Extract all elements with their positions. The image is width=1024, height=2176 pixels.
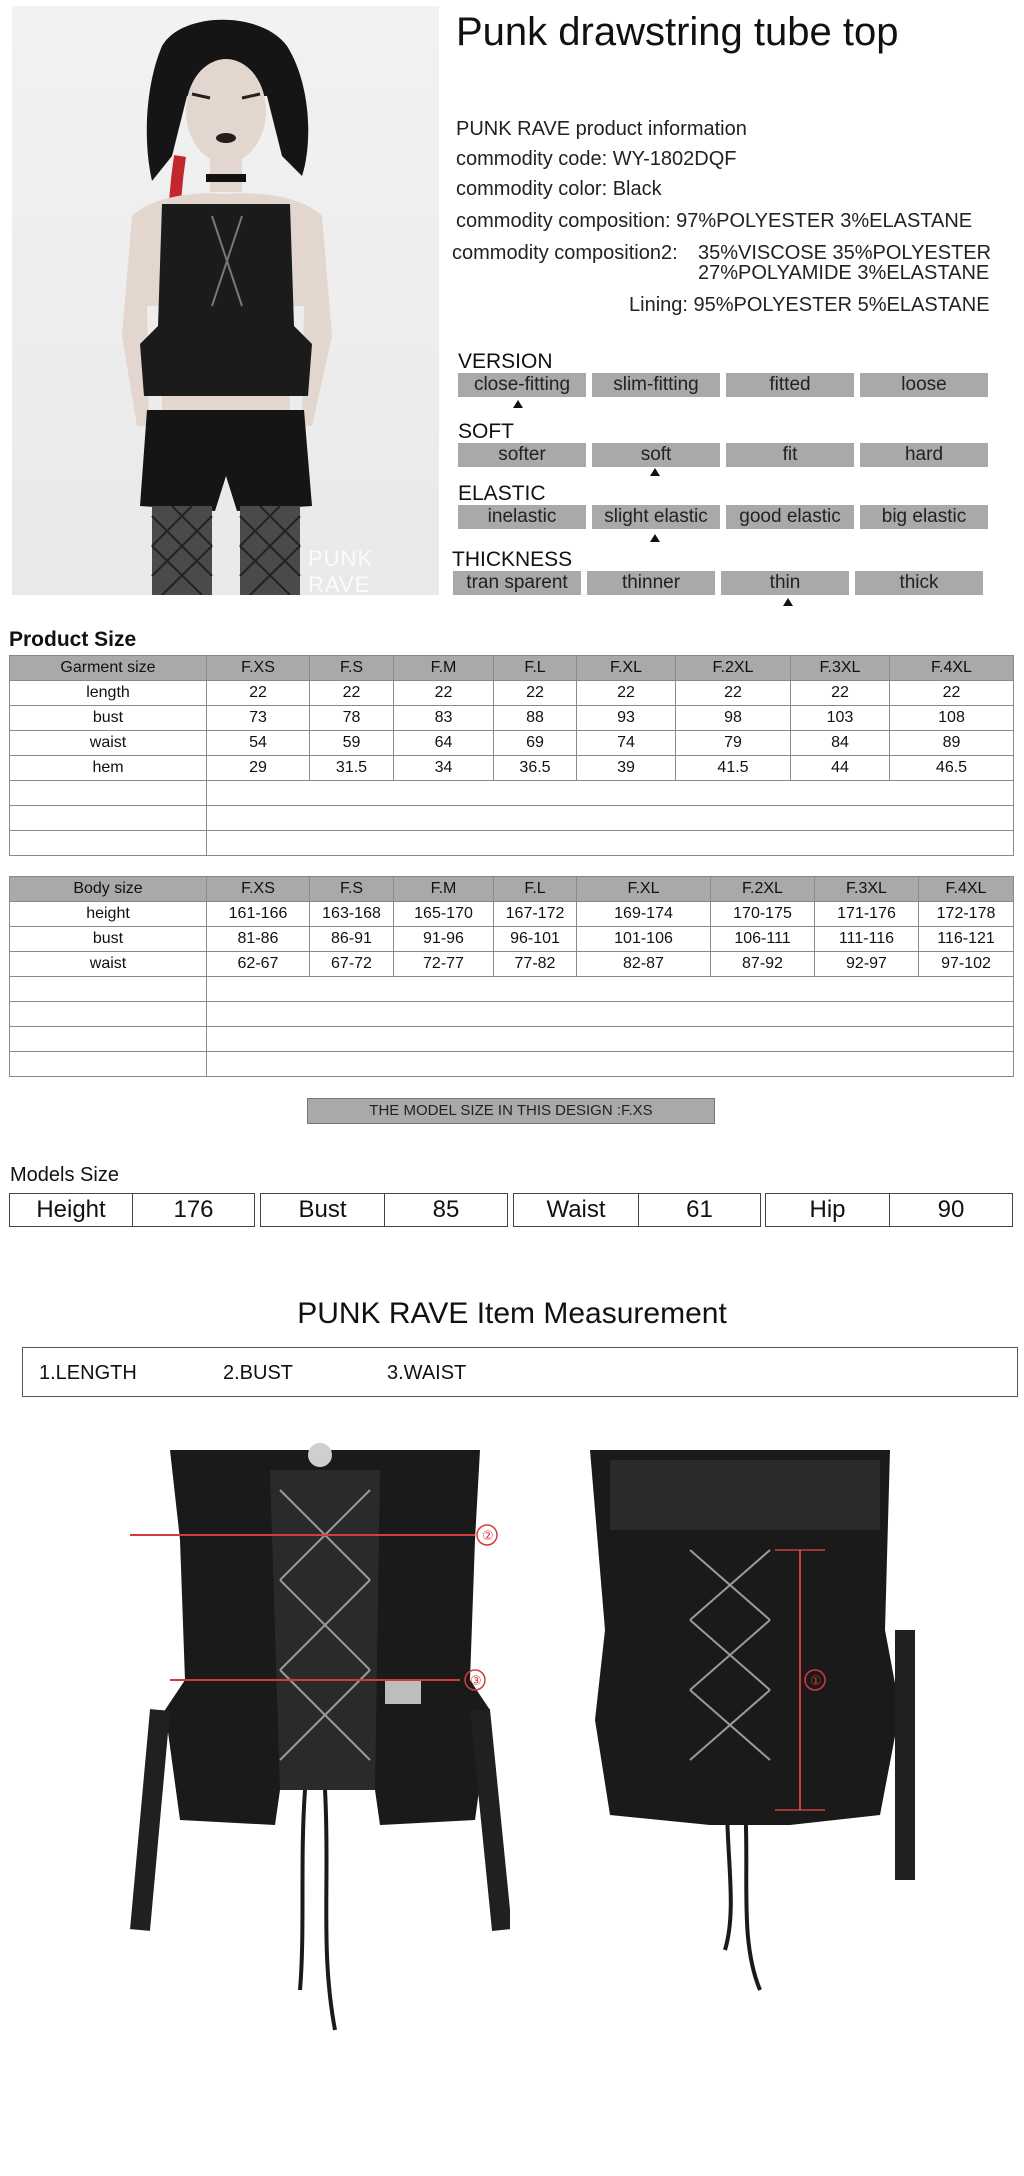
model-measure-label: Waist [546,1196,606,1223]
table-header-row [10,656,1014,681]
table-row [10,681,1014,706]
version-marker-icon [513,400,523,408]
measurement-title: PUNK RAVE Item Measurement [297,1297,727,1330]
thickness-option: thin [721,571,849,595]
table-cell [10,1002,207,1027]
table-cell: bust [10,706,207,731]
table-cell [10,1052,207,1077]
table-cell: 87-92 [711,952,815,977]
table-cell: 89 [890,731,1014,756]
info-color-row [456,178,662,201]
table-cell: hem [10,756,207,781]
table-cell: 79 [676,731,791,756]
table-header-cell: F.S [310,877,394,902]
table-cell: length [10,681,207,706]
info-comp2-label: commodity composition2: [452,242,678,264]
lining-label: Lining: [629,294,688,316]
garment-back-image [570,1430,950,2070]
soft-title: SOFT [458,420,514,443]
table-cell: 22 [310,681,394,706]
soft-marker-icon [650,468,660,476]
waist-callout-label: ③ [470,1674,482,1689]
info-comp-row [456,210,972,233]
model-measure-label: Bust [298,1196,347,1223]
table-cell: 84 [791,731,890,756]
model-measure-label: Hip [809,1196,846,1223]
garment-front-illustration [130,1430,510,2070]
table-cell [10,831,207,856]
model-waist-box [513,1193,761,1227]
table-cell: 101-106 [577,927,711,952]
table-header-cell: F.L [494,877,577,902]
measurement-legend [22,1347,1018,1397]
thickness-option: tran sparent [453,571,581,595]
table-cell: 77-82 [494,952,577,977]
thickness-scale [453,571,983,595]
table-cell: 67-72 [310,952,394,977]
watermark-text: PUNK RAVE [308,546,374,595]
table-header-cell: F.2XL [676,656,791,681]
table-cell: 41.5 [676,756,791,781]
table-cell [10,977,207,1002]
table-cell: waist [10,731,207,756]
table-cell: 22 [577,681,676,706]
table-cell: 91-96 [394,927,494,952]
table-cell: 46.5 [890,756,1014,781]
length-callout-label: ① [810,1674,822,1689]
thickness-title: THICKNESS [452,548,573,571]
info-code-row [456,148,736,171]
table-cell: 106-111 [711,927,815,952]
version-option: loose [860,373,988,397]
table-cell: 22 [791,681,890,706]
model-measure-value: 85 [384,1194,507,1226]
table-header-cell: F.4XL [890,656,1014,681]
table-row [10,927,1014,952]
elastic-option: slight elastic [592,505,720,529]
table-cell: 31.5 [310,756,394,781]
color-label: commodity color: [456,178,608,200]
table-cell: 22 [207,681,310,706]
soft-option: soft [592,443,720,467]
measurement-item-bust: 2.BUST [223,1362,294,1384]
table-cell: height [10,902,207,927]
product-title: Punk drawstring tube top [456,10,899,54]
version-scale [458,373,988,397]
table-empty-row [10,1027,1014,1052]
version-option: slim-fitting [592,373,720,397]
table-cell: 22 [394,681,494,706]
model-measure-value: 176 [132,1194,254,1226]
table-header-cell: F.S [310,656,394,681]
table-cell: 29 [207,756,310,781]
table-cell: 54 [207,731,310,756]
model-hip-box [765,1193,1013,1227]
table-header-cell: F.M [394,877,494,902]
elastic-title: ELASTIC [458,482,546,505]
soft-option: fit [726,443,854,467]
table-empty-row [10,1052,1014,1077]
table-header-cell: Garment size [10,656,207,681]
table-cell: 172-178 [919,902,1014,927]
table-cell: 116-121 [919,927,1014,952]
model-measure-value: 61 [638,1194,760,1226]
elastic-marker-icon [650,534,660,542]
measurement-item-waist: 3.WAIST [387,1362,467,1384]
table-cell: 83 [394,706,494,731]
table-cell: 93 [577,706,676,731]
table-cell [10,1027,207,1052]
thickness-option: thick [855,571,983,595]
soft-scale [458,443,988,467]
table-cell: 161-166 [207,902,310,927]
table-header-row [10,877,1014,902]
table-cell: 59 [310,731,394,756]
table-cell: 81-86 [207,927,310,952]
table-cell: 22 [890,681,1014,706]
table-cell: bust [10,927,207,952]
soft-option: softer [458,443,586,467]
table-cell [207,806,1014,831]
table-cell [207,1002,1014,1027]
table-cell: 171-176 [815,902,919,927]
bust-callout-label: ② [482,1529,494,1544]
table-cell [207,781,1014,806]
table-header-cell: Body size [10,877,207,902]
table-row [10,902,1014,927]
soft-option: hard [860,443,988,467]
table-row [10,706,1014,731]
models-size-title: Models Size [10,1164,119,1186]
version-option: close-fitting [458,373,586,397]
color-value: Black [612,178,662,200]
table-cell: 22 [676,681,791,706]
table-row [10,756,1014,781]
table-cell: 64 [394,731,494,756]
table-header-cell: F.XL [577,877,711,902]
elastic-scale [458,505,988,529]
table-cell [207,1027,1014,1052]
measurement-item-length: 1.LENGTH [39,1362,137,1384]
table-empty-row [10,781,1014,806]
table-header-cell: F.4XL [919,877,1014,902]
thickness-option: thinner [587,571,715,595]
model-photo [12,6,439,595]
garment-back-illustration [570,1430,950,2070]
table-header-cell: F.3XL [815,877,919,902]
table-cell: 108 [890,706,1014,731]
table-cell: 97-102 [919,952,1014,977]
table-empty-row [10,806,1014,831]
table-row [10,731,1014,756]
model-bust-box [260,1193,508,1227]
table-cell: 92-97 [815,952,919,977]
info-comp2-line1: 35%VISCOSE 35%POLYESTER [698,242,992,264]
table-empty-row [10,1002,1014,1027]
table-cell: 74 [577,731,676,756]
table-row [10,952,1014,977]
lining-value: 95%POLYESTER 5%ELASTANE [693,294,990,316]
table-cell: 98 [676,706,791,731]
table-header-cell: F.L [494,656,577,681]
model-measure-value: 90 [889,1194,1012,1226]
table-cell: 165-170 [394,902,494,927]
info-lining-row [629,294,990,317]
product-size-table [9,655,1014,856]
table-cell: 36.5 [494,756,577,781]
version-title: VERSION [458,350,553,373]
table-cell: 96-101 [494,927,577,952]
table-cell [207,1052,1014,1077]
table-header-cell: F.XS [207,656,310,681]
table-cell: 73 [207,706,310,731]
table-cell: 62-67 [207,952,310,977]
table-cell [207,977,1014,1002]
info-comp2-line2: 27%POLYAMIDE 3%ELASTANE [698,262,990,284]
table-cell [10,806,207,831]
table-cell: 82-87 [577,952,711,977]
elastic-option: good elastic [726,505,854,529]
table-cell: 69 [494,731,577,756]
elastic-option: big elastic [860,505,988,529]
table-empty-row [10,977,1014,1002]
table-cell: 72-77 [394,952,494,977]
table-header-cell: F.M [394,656,494,681]
table-cell: 163-168 [310,902,394,927]
table-cell: 22 [494,681,577,706]
table-header-cell: F.XS [207,877,310,902]
table-cell: 86-91 [310,927,394,952]
table-cell: 34 [394,756,494,781]
info-heading: PUNK RAVE product information [456,118,747,140]
comp-label: commodity composition: [456,210,671,232]
model-measure-label: Height [36,1196,106,1223]
table-cell [207,831,1014,856]
table-cell: 103 [791,706,890,731]
table-cell: 88 [494,706,577,731]
table-empty-row [10,831,1014,856]
table-header-cell: F.2XL [711,877,815,902]
table-cell: 78 [310,706,394,731]
table-cell: 39 [577,756,676,781]
thickness-marker-icon [783,598,793,606]
elastic-option: inelastic [458,505,586,529]
table-cell [10,781,207,806]
comp-value: 97%POLYESTER 3%ELASTANE [676,210,973,232]
table-header-cell: F.3XL [791,656,890,681]
table-cell: 167-172 [494,902,577,927]
table-cell: 170-175 [711,902,815,927]
model-size-note: THE MODEL SIZE IN THIS DESIGN :F.XS [307,1098,715,1124]
table-cell: waist [10,952,207,977]
product-size-title: Product Size [9,628,137,651]
body-size-table [9,876,1014,1077]
code-value: WY-1802DQF [612,148,737,170]
table-cell: 44 [791,756,890,781]
version-option: fitted [726,373,854,397]
table-cell: 169-174 [577,902,711,927]
model-illustration [12,6,439,595]
model-height-box [9,1193,255,1227]
table-cell: 111-116 [815,927,919,952]
garment-front-image [130,1430,510,2070]
code-label: commodity code: [456,148,608,170]
table-header-cell: F.XL [577,656,676,681]
